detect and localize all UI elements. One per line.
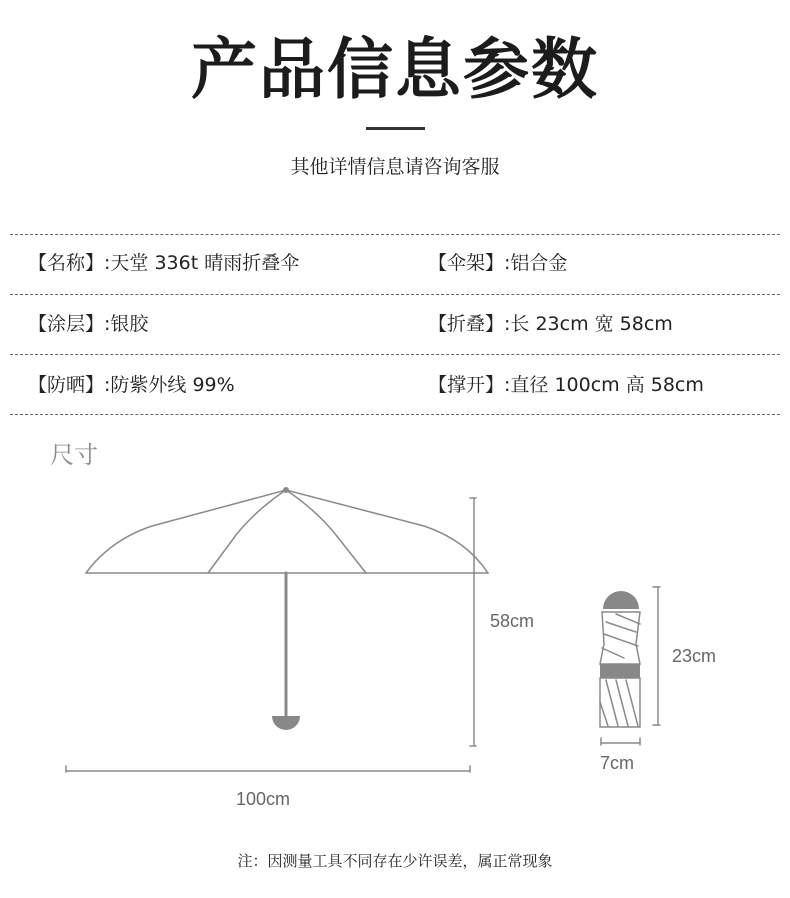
spec-value: 天堂 336t 晴雨折叠伞 bbox=[110, 252, 300, 274]
spec-label: 【防晒】: bbox=[28, 374, 111, 396]
open-umbrella-canopy bbox=[86, 490, 488, 573]
canopy-rib bbox=[208, 490, 286, 573]
umbrella-handle bbox=[272, 716, 300, 730]
measurement-note: 注：因测量工具不同存在少许误差，属正常现象 bbox=[237, 852, 553, 870]
spec-value: 长 23cm 宽 58cm bbox=[510, 313, 673, 335]
spec-label: 【伞架】: bbox=[428, 252, 511, 274]
folded-umbrella-handle bbox=[603, 591, 639, 609]
page-subtitle: 其他详情信息请咨询客服 bbox=[290, 156, 500, 178]
folded-umbrella-strap bbox=[600, 664, 640, 678]
page-title: 产品信息参数 bbox=[191, 31, 599, 108]
folded-height-label: 23cm bbox=[672, 646, 717, 666]
canopy-rib bbox=[286, 490, 366, 573]
spec-label: 【名称】: bbox=[28, 252, 111, 274]
size-section-label: 尺寸 bbox=[50, 441, 98, 469]
spec-value: 直径 100cm 高 58cm bbox=[510, 374, 704, 396]
spec-label: 【折叠】: bbox=[428, 313, 511, 335]
open-width-label: 100cm bbox=[236, 789, 291, 809]
spec-value: 防紫外线 99% bbox=[110, 374, 235, 396]
folded-width-label: 7cm bbox=[600, 753, 635, 773]
open-height-label: 58cm bbox=[490, 611, 535, 631]
spec-value: 铝合金 bbox=[510, 252, 568, 274]
spec-label: 【撑开】: bbox=[428, 374, 511, 396]
spec-value: 银胶 bbox=[110, 313, 149, 335]
spec-label: 【涂层】: bbox=[28, 313, 111, 335]
canopy-tip bbox=[283, 487, 289, 493]
